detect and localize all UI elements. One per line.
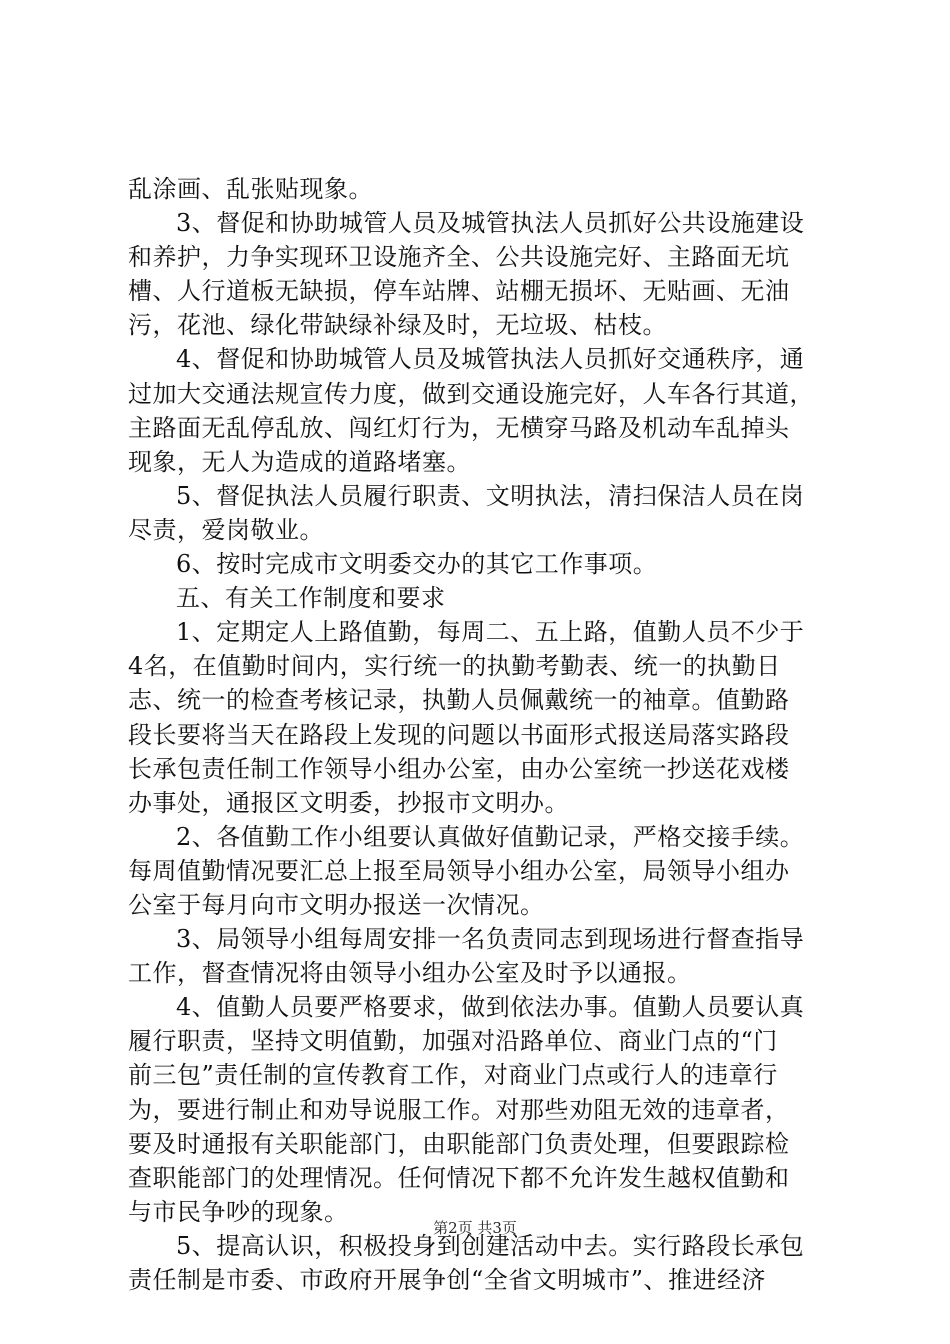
text-line: 5、提高认识，积极投身到创建活动中去。实行路段长承包 — [176, 1231, 805, 1260]
text-line: 每周值勤情况要汇总上报至局领导小组办公室，局领导小组办 — [128, 856, 790, 885]
text-line: 主路面无乱停乱放、闯红灯行为，无横穿马路及机动车乱掉头 — [128, 413, 790, 442]
text-line: 4名，在值勤时间内，实行统一的执勤考勤表、统一的执勤日 — [128, 652, 781, 681]
text-line: 工作，督查情况将由领导小组办公室及时予以通报。 — [128, 959, 692, 988]
text-line: 尽责，爱岗敬业。 — [128, 515, 324, 544]
text-line: 槽、人行道板无缺损，停车站牌、站棚无损坏、无贴画、无油 — [128, 277, 790, 306]
text-line: 乱涂画、乱张贴现象。 — [128, 175, 373, 203]
text-line: 3、局领导小组每周安排一名负责同志到现场进行督查指导 — [176, 925, 805, 954]
text-line: 段长要将当天在路段上发现的问题以书面形式报送局落实路段 — [128, 720, 790, 749]
text-line: 履行职责，坚持文明值勤，加强对沿路单位、商业门点的“门 — [128, 1027, 778, 1056]
text-line: 志、统一的检查考核记录，执勤人员佩戴统一的袖章。值勤路 — [128, 686, 790, 715]
text-line: 3、督促和协助城管人员及城管执法人员抓好公共设施建设 — [176, 209, 805, 238]
text-line: 五、有关工作制度和要求 — [176, 584, 446, 613]
text-line: 2、各值勤工作小组要认真做好值勤记录，严格交接手续。 — [176, 822, 805, 851]
text-line: 4、督促和协助城管人员及城管执法人员抓好交通秩序，通 — [176, 345, 805, 374]
text-line: 6、按时完成市文明委交办的其它工作事项。 — [176, 550, 658, 579]
text-line: 前三包”责任制的宣传教育工作，对商业门点或行人的违章行 — [128, 1061, 778, 1090]
text-line: 现象，无人为造成的道路堵塞。 — [128, 447, 471, 476]
text-line: 5、督促执法人员履行职责、文明执法，清扫保洁人员在岗 — [176, 481, 805, 510]
text-line: 公室于每月向市文明办报送一次情况。 — [128, 890, 545, 919]
text-line: 责任制是市委、市政府开展争创“全省文明城市”、推进经济 — [128, 1266, 767, 1294]
text-line: 长承包责任制工作领导小组办公室，由办公室统一抄送花戏楼 — [128, 754, 790, 783]
text-line: 查职能部门的处理情况。任何情况下都不允许发生越权值勤和 — [128, 1163, 790, 1192]
text-line: 办事处，通报区文明委，抄报市文明办。 — [128, 788, 569, 817]
text-line: 4、值勤人员要严格要求，做到依法办事。值勤人员要认真 — [176, 993, 805, 1022]
text-line: 污，花池、绿化带缺绿补绿及时，无垃圾、枯枝。 — [128, 311, 667, 340]
text-line: 1、定期定人上路值勤，每周二、五上路，值勤人员不少于 — [176, 618, 805, 647]
text-line: 过加大交通法规宣传力度，做到交通设施完好，人车各行其道， — [128, 379, 814, 408]
text-line: 和养护，力争实现环卫设施齐全、公共设施完好、主路面无坑 — [128, 243, 790, 272]
text-line: 为，要进行制止和劝导说服工作。对那些劝阻无效的违章者， — [128, 1095, 790, 1124]
document-body — [128, 172, 828, 1297]
page-footer: 第2页 共3页 — [433, 1219, 517, 1237]
text-line: 要及时通报有关职能部门，由职能部门负责处理，但要跟踪检 — [128, 1129, 790, 1158]
text-line: 与市民争吵的现象。 — [128, 1197, 349, 1226]
